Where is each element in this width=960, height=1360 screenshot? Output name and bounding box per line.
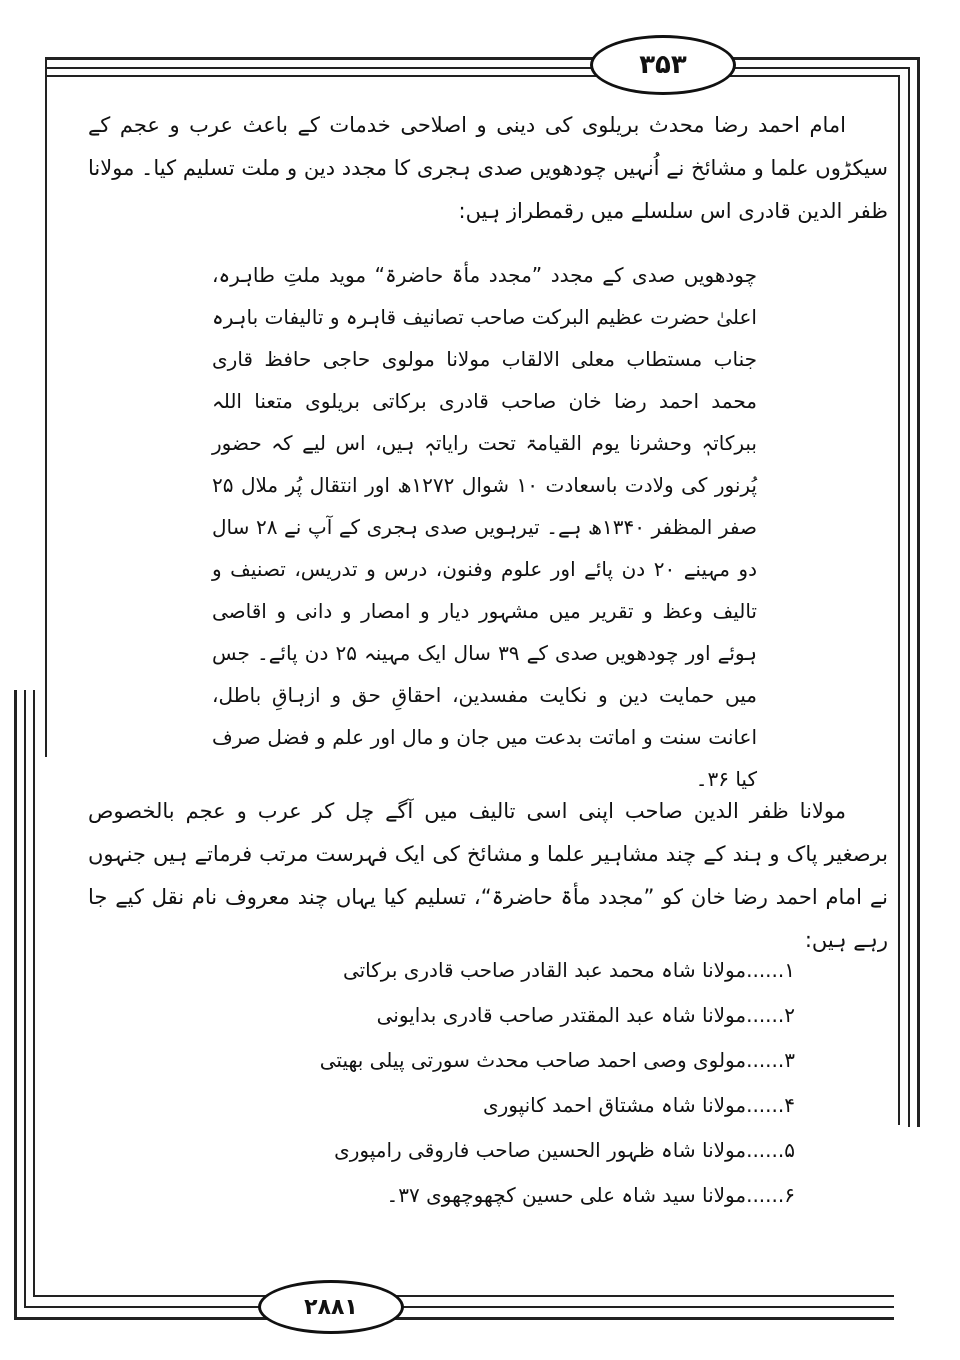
page-body: [88, 104, 888, 233]
list-item: ۲......مولانا شاہ عبد المقتدر صاحب قادری بدایونی: [376, 1003, 795, 1027]
left-frame-stub: [45, 57, 47, 757]
right-frame-line-3: [898, 75, 900, 1125]
bottom-page-number: [258, 1280, 404, 1334]
left-frame-line-2: [24, 690, 26, 1308]
bottom-frame-line-1: [14, 1317, 894, 1320]
top-frame-line-2: [45, 67, 910, 69]
bottom-page-number-text: ۲۸۸۱: [304, 1294, 358, 1320]
list-item: ۱......مولانا شاہ محمد عبد القادر صاحب قادری برکاتی: [342, 958, 795, 982]
bottom-frame-line-2: [24, 1306, 894, 1308]
right-frame-line-2: [908, 67, 910, 1127]
right-frame-line-1: [917, 57, 920, 1127]
top-page-number-text: ۳۵۳: [639, 50, 687, 80]
list-item: ۴......مولانا شاہ مشتاق احمد کانپوری: [482, 1093, 795, 1117]
top-frame-line-3: [45, 75, 900, 77]
top-page-number: [590, 35, 736, 95]
intro-paragraph: امام احمد رضا محدث بریلوی کی دینی و اصلاحی خدمات کے باعث عرب و عجم کے سیکڑوں علما و مشائخ نے اُنہیں چودھویں صدی ہجری کا مجدد دین و ملت تسلیم کیا۔ مولانا ظفر الدین قادری اس سلسلے میں رقمطراز ہیں:: [88, 113, 888, 223]
second-paragraph-block: [88, 790, 888, 962]
top-frame-line-1: [45, 57, 920, 60]
quote-text: چودھویں صدی کے مجدد ”مجدد مأۃ حاضرۃ“ موید ملتِ طاہرہ، اعلیٰ حضرت عظیم البرکت صاحب تصانیف قاہرہ و تالیفات باہرہ جناب مستطاب معلی الالقاب مولانا مولوی حاجی حافظ قاری محمد احمد رضا خان صاحب قادری برکاتی بریلوی متعنا اللہ ببرکاتہٖ وحشرنا یوم القیامۃ تحت رایاتہٖ ہیں، اس لیے کہ حضور پُرنور کی ولادت باسعادت ۱۰ شوال ۱۲۷۲ھ اور انتقال پُر ملال ۲۵ صفر المظفر ۱۳۴۰ھ ہے۔ تیرہویں صدی ہجری کے آپ نے ۲۸ سال دو مہینے ۲۰ دن پائے اور علوم وفنون، درس و تدریس، تصنیف و تالیف وعظ و تقریر میں مشہور دیار و امصار و دانی و اقاصی ہوئے اور چودھویں صدی کے ۳۹ سال ایک مہینہ ۲۵ دن پائے۔ جس میں حمایت دین و نکایت مفسدین، احقاقِ حق و ازہاقِ باطل، اعانت سنت و اماتت بدعت میں جان و مال اور علم و فضل صرف کیا ۳۶۔: [212, 263, 758, 791]
list-item: ۳......مولوی وصی احمد صاحب محدث سورتی پیلی بھیتی: [319, 1048, 795, 1072]
quotation-block: [212, 254, 757, 800]
bottom-frame-line-3: [33, 1295, 894, 1297]
list-item: ۵......مولانا شاہ ظہور الحسین صاحب فاروقی رامپوری: [334, 1138, 795, 1162]
scholar-list: [150, 948, 795, 1218]
left-frame-line-1: [14, 690, 17, 1320]
scholar-list-block: [150, 948, 795, 1218]
list-item: ۶......مولانا سید شاہ علی حسین کچھوچھوی ۳۷۔: [386, 1183, 795, 1207]
second-paragraph: مولانا ظفر الدین صاحب اپنی اسی تالیف میں آگے چل کر عرب و عجم بالخصوص برصغیر پاک و ہند کے چند مشاہیر علما و مشائخ کی ایک فہرست مرتب فرماتے ہیں جنہوں نے امام احمد رضا خان کو ”مجدد مأۃ حاضرۃ“، تسلیم کیا یہاں چند معروف نام نقل کیے جا رہے ہیں:: [88, 799, 888, 952]
left-frame-line-3: [33, 690, 35, 1297]
